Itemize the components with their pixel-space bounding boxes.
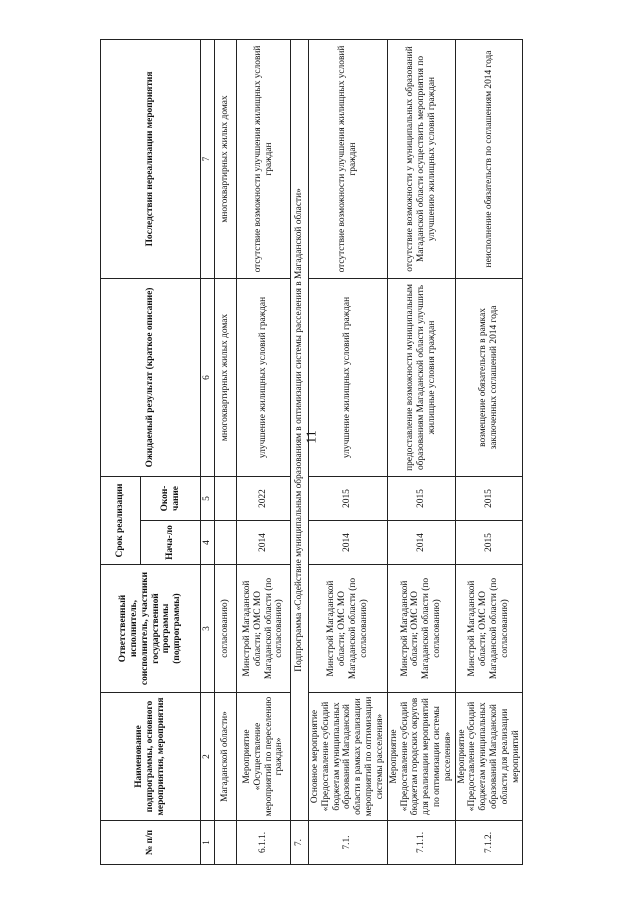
col-number-1: 1 [201,821,215,865]
row-num: 7. [291,821,309,865]
header-start: Нача-ло [141,521,201,565]
header-row-1 [101,39,141,864]
row-start: 2014 [237,521,291,565]
program-activities-table [100,39,523,865]
row-end: 2015 [387,476,455,520]
header-term: Срок реализации [101,476,141,564]
row-responsible: Минстрой Магаданской области; ОМС МО Магаданской области (по согласованию) [455,565,523,693]
table-row [387,39,455,864]
row-num: 7.1.2. [455,821,523,865]
subprogram-row [291,39,309,864]
row-start: 2015 [455,521,523,565]
row-start: 2014 [309,521,388,565]
row-name: Мероприятие «Осуществление мероприятий по переселению граждан» [237,693,291,821]
col-number-4: 4 [201,521,215,565]
row-expected: предоставление возможности муниципальным образованиям Магаданской области улучшить жилищные условия граждан [387,278,455,476]
col-number-2: 2 [201,693,215,821]
row-consequences: отсутствие возможности у муниципальных образований Магаданской области осуществить мероприятия по улучшению жилищных условий граждан [387,39,455,278]
header-num: № п/п [101,821,201,865]
row-name: Магаданской области» [215,693,237,821]
table-row [455,39,523,864]
row-end: 2015 [309,476,388,520]
table-row [215,39,237,864]
row-num: 7.1. [309,821,388,865]
rotated-table-wrapper [100,40,521,865]
table-row [237,39,291,864]
row-expected: возмещение обязательств в рамках заключенных соглашений 2014 года [455,278,523,476]
row-name: Основное мероприятие «Предоставление субсидий бюджетам муниципальных образований Магаданской области в рамках реализации мероприятий по оптимизации системы расселения» [309,693,388,821]
row-responsible: Минстрой Магаданской области; ОМС МО Магаданской области (по согласованию) [309,565,388,693]
row-responsible: Минстрой Магаданской области; ОМС МО Магаданской области (по согласованию) [387,565,455,693]
row-start: 2014 [387,521,455,565]
col-number-7: 7 [201,39,215,278]
column-numbers-row [201,39,215,864]
col-number-6: 6 [201,278,215,476]
row-responsible: согласованию) [215,565,237,693]
row-num: 7.1.1. [387,821,455,865]
row-expected: улучшение жилищных условий граждан [237,278,291,476]
row-name: Мероприятие «Предоставление субсидий бюджетам городских округов для реализации мероприятий по оптимизации системы расселения» [387,693,455,821]
row-consequences: неисполнение обязательств по соглашениям 2014 года [455,39,523,278]
row-consequences: отсутствие возможности улучшения жилищных условий граждан [237,39,291,278]
row-name: Мероприятие «Предоставление субсидий бюджетам муниципальных образований Магаданской области для реализации мероприятий [455,693,523,821]
row-expected: улучшение жилищных условий граждан [309,278,388,476]
header-name: Наименование подпрограммы, основного мероприятия, мероприятия [101,693,201,821]
row-responsible: Минстрой Магаданской области; ОМС МО Магаданской области (по согласованию) [237,565,291,693]
table-row [309,39,388,864]
col-number-3: 3 [201,565,215,693]
col-number-5: 5 [201,476,215,520]
row-end: 2022 [237,476,291,520]
row-num [215,821,237,865]
row-end [215,476,237,520]
page-number: 11 [304,430,320,444]
row-end: 2015 [455,476,523,520]
header-consequences: Последствия нереализации мероприятия [101,39,201,278]
row-expected: многоквартирных жилых домах [215,278,237,476]
row-start [215,521,237,565]
header-responsible: Ответственный исполнитель, соисполнитель, участники государственной программы (подпрограммы) [101,565,201,693]
row-num: 6.1.1. [237,821,291,865]
row-consequences: многоквартирных жилых домах [215,39,237,278]
subprogram-title: Подпрограмма «Содействие муниципальным образованиям в оптимизации системы расселения в Магаданской области» [291,39,309,820]
row-consequences: отсутствие возможности улучшения жилищных условий граждан [309,39,388,278]
header-expected: Ожидаемый результат (краткое описание) [101,278,201,476]
header-end: Окон-чание [141,476,201,520]
